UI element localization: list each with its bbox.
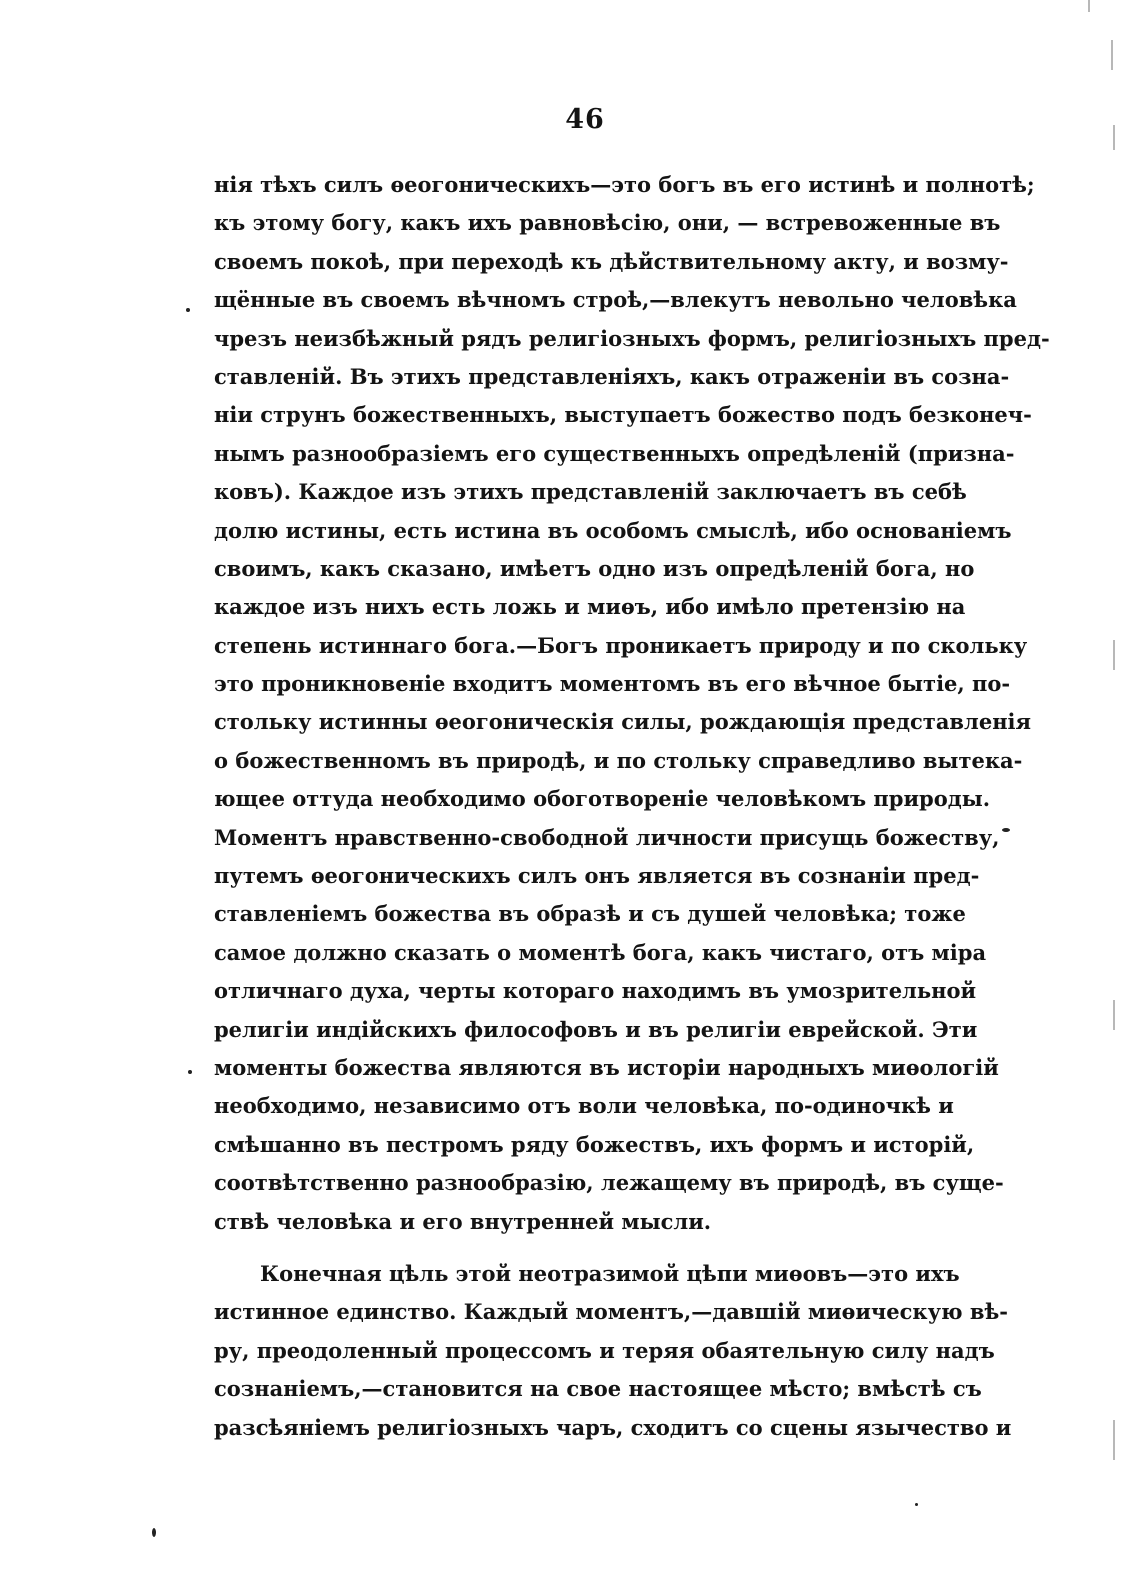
text-line: это проникновеніе входитъ моментомъ въ его вѣчное бытіе, по- [214,671,1011,697]
text-line: стольку истинны ѳеогоническія силы, рождающія представленія [214,709,1032,735]
scan-speck [152,1528,156,1537]
text-line: ковъ). Каждое изъ этихъ представленій заключаетъ въ себѣ [214,479,967,505]
scan-speck [186,308,190,312]
text-line: своемъ покоѣ, при переходѣ къ дѣйствительному акту, и возму- [214,248,1009,274]
scan-edge-mark [1088,0,1090,12]
text-line: отличнаго духа, черты котораго находимъ въ умозрительной [214,978,977,1004]
paragraph-gap [214,1241,947,1255]
text-line: ставленій. Въ этихъ представленіяхъ, какъ отраженіи въ созна- [214,363,1010,389]
text-line: ру, преодоленный процессомъ и теряя обаятельную силу надъ [214,1337,995,1363]
page-number: 46 [565,104,605,135]
text-line: Конечная цѣль этой неотразимой цѣпи миѳовъ—это ихъ [260,1260,960,1286]
text-line: Моментъ нравственно-свободной личности присущь божеству, [214,824,1000,850]
body-text [214,166,1050,1447]
scan-edge-mark [1113,1000,1115,1030]
text-line: истинное единство. Каждый моментъ,—давшій миѳическую вѣ- [214,1299,1008,1325]
text-line: смѣшанно въ пестромъ ряду божествъ, ихъ формъ и исторій, [214,1131,975,1157]
text-line: къ этому богу, какъ ихъ равновѣсію, они, — встревоженные въ [214,210,1001,236]
text-line: ствѣ человѣка и его внутренней мысли. [214,1208,712,1234]
text-line: щённые въ своемъ вѣчномъ строѣ,—влекутъ невольно человѣка [214,287,1017,313]
paragraph-2 [214,1255,1012,1447]
text-line: самое должно сказать о моментѣ бога, какъ чистаго, отъ міра [214,939,987,965]
text-line: сознаніемъ,—становится на свое настоящее мѣсто; вмѣстѣ съ [214,1376,982,1402]
scan-speck [188,1070,192,1074]
text-line: долю истины, есть истина въ особомъ смыслѣ, ибо основаніемъ [214,517,1012,543]
text-line: разсѣяніемъ религіозныхъ чаръ, сходитъ со сцены язычество и [214,1414,1012,1440]
text-line: своимъ, какъ сказано, имѣетъ одно изъ опредѣленій бога, но [214,555,975,581]
scan-speck [915,1503,918,1506]
text-line: степень истиннаго бога.—Богъ проникаетъ природу и по скольку [214,632,1028,658]
text-line: необходимо, независимо отъ воли человѣка, по-одиночкѣ и [214,1093,954,1119]
text-line: ніи струнъ божественныхъ, выступаетъ божество подъ безконеч- [214,402,1032,428]
text-line: ставленіемъ божества въ образѣ и съ душей человѣка; тоже [214,901,966,927]
scan-edge-mark [1111,40,1113,70]
scan-edge-mark [1113,1420,1115,1460]
text-line: путемъ ѳеогоническихъ силъ онъ является въ сознаніи пред- [214,863,980,889]
text-line: соотвѣтственно разнообразію, лежащему въ природѣ, въ суще- [214,1170,1004,1196]
scan-speck [1002,828,1010,832]
text-line: моменты божества являются въ исторіи народныхъ миѳологій [214,1054,999,1080]
paragraph-1 [214,166,1050,1241]
scan-edge-mark [1113,640,1115,670]
text-line: нымъ разнообразіемъ его существенныхъ опредѣленій (призна- [214,440,1015,466]
text-line: о божественномъ въ природѣ, и по стольку справедливо вытека- [214,747,1023,773]
text-line: нія тѣхъ силъ ѳеогоническихъ—это богъ въ его истинѣ и полнотѣ; [214,172,1035,197]
text-line: религіи индійскихъ философовъ и въ религіи еврейской. Эти [214,1016,978,1042]
scan-edge-mark [1113,125,1115,150]
text-line: ющее оттуда необходимо обоготвореніе человѣкомъ природы. [214,786,991,812]
text-line: чрезъ неизбѣжный рядъ религіозныхъ формъ, религіозныхъ пред- [214,325,1050,351]
text-line: каждое изъ нихъ есть ложь и миѳъ, ибо имѣло претензію на [214,594,966,620]
